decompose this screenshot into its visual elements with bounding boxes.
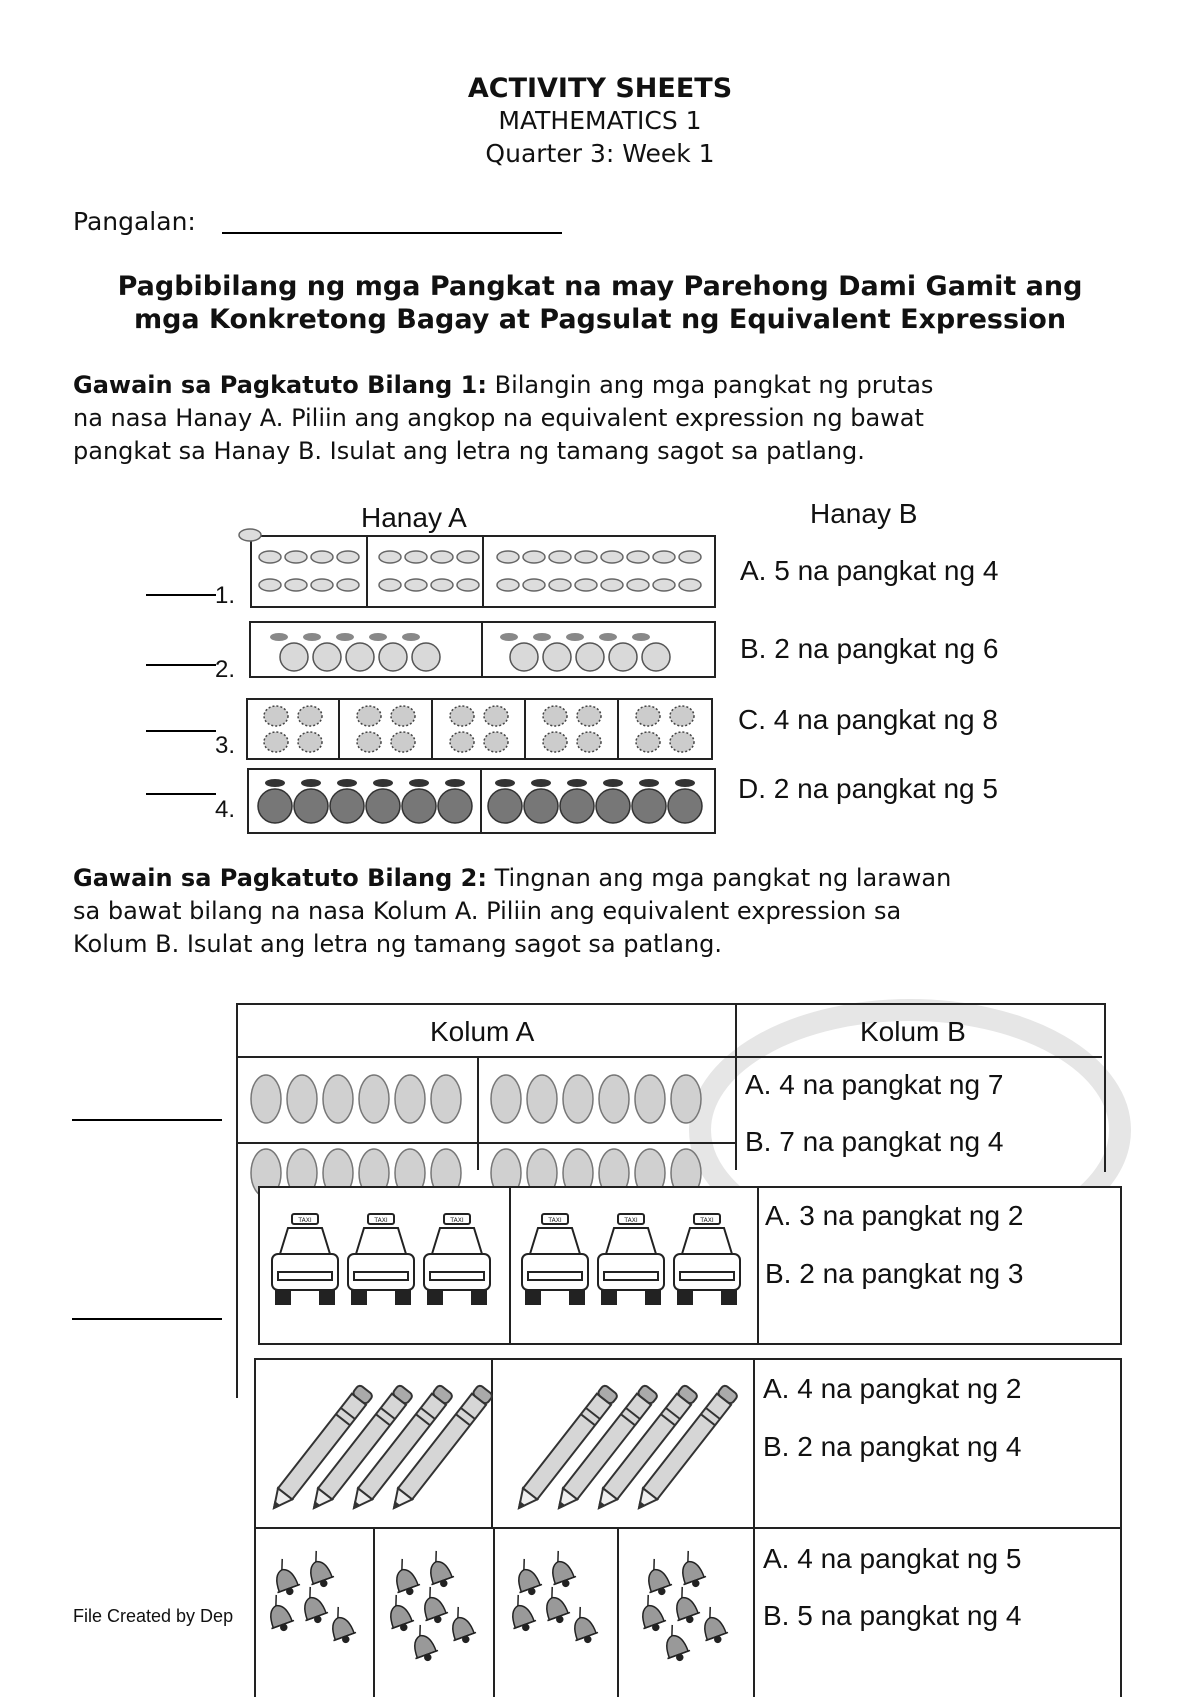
bell-icon bbox=[381, 1592, 416, 1634]
taxi-icon bbox=[522, 1214, 588, 1304]
bell-icon bbox=[667, 1584, 702, 1626]
hanay-b-option-d: D. 2 na pangkat ng 5 bbox=[738, 773, 998, 804]
row3-option-b: B. 2 na pangkat ng 4 bbox=[763, 1431, 1022, 1462]
name-field[interactable] bbox=[222, 232, 562, 234]
taxi-icon bbox=[272, 1214, 338, 1304]
fruit-group-row-3 bbox=[246, 698, 713, 760]
activity2-text3: Kolum B. Isulat ang letra ng tamang sagot sa patlang. bbox=[73, 930, 723, 958]
row4-option-b: B. 5 na pangkat ng 4 bbox=[763, 1600, 1022, 1631]
hanay-b-option-b: B. 2 na pangkat ng 6 bbox=[740, 633, 999, 664]
activity1-instructions bbox=[73, 369, 1163, 468]
hanay-a-header: Hanay A bbox=[361, 502, 467, 533]
kolum-answer-blank-1[interactable] bbox=[72, 1119, 222, 1121]
answer-blank-3[interactable] bbox=[146, 730, 216, 732]
mango-icons bbox=[259, 551, 701, 591]
sheet-title: ACTIVITY SHEETS bbox=[467, 73, 733, 104]
taxi-icon bbox=[348, 1214, 414, 1304]
bell-icon bbox=[261, 1592, 296, 1634]
pencil-icons bbox=[267, 1384, 739, 1513]
subject-title: MATHEMATICS 1 bbox=[498, 106, 702, 135]
fruit-group-row-1 bbox=[250, 535, 716, 608]
kolum-b-header: Kolum B bbox=[860, 1016, 966, 1047]
bell-icon bbox=[633, 1592, 668, 1634]
fruit-group-row-4 bbox=[247, 768, 716, 834]
strawberry-icons bbox=[264, 706, 694, 752]
apple-icons bbox=[280, 643, 670, 671]
apple-leaves bbox=[270, 633, 650, 641]
activity2-text1: Tingnan ang mga pangkat ng larawan bbox=[486, 864, 952, 892]
bell-icon bbox=[443, 1604, 478, 1646]
row3-option-a: A. 4 na pangkat ng 2 bbox=[763, 1373, 1022, 1404]
hanay-b-option-c: C. 4 na pangkat ng 8 bbox=[738, 704, 998, 735]
taxi-icon bbox=[424, 1214, 490, 1304]
egg-icons bbox=[251, 1075, 701, 1197]
bell-icon bbox=[267, 1556, 302, 1598]
bell-icon bbox=[543, 1548, 578, 1590]
svg-text:TAXI: TAXI bbox=[374, 1217, 388, 1224]
item-number-4: 4. bbox=[215, 796, 236, 823]
lesson-title-line1: Pagbibilang ng mga Pangkat na may Parehong Dami Gamit ang bbox=[117, 271, 1083, 302]
bell-icon bbox=[387, 1556, 422, 1598]
activity1-text1: Bilangin ang mga pangkat ng prutas bbox=[486, 371, 934, 399]
bell-icon bbox=[509, 1556, 544, 1598]
quarter-label: Quarter 3: Week 1 bbox=[485, 139, 715, 168]
bell-icon bbox=[301, 1548, 336, 1590]
bell-icon bbox=[421, 1548, 456, 1590]
row2-option-b: B. 2 na pangkat ng 3 bbox=[765, 1258, 1024, 1289]
svg-text:TAXI: TAXI bbox=[624, 1217, 638, 1224]
answer-blank-1[interactable] bbox=[146, 594, 216, 596]
answer-blank-2[interactable] bbox=[146, 664, 216, 666]
bell-icons bbox=[261, 1548, 730, 1664]
bell-icon bbox=[503, 1592, 538, 1634]
taxi-icon bbox=[674, 1214, 740, 1304]
activity2-text2: sa bawat bilang na nasa Kolum A. Piliin ang equivalent expression sa bbox=[73, 897, 902, 925]
activity2-instructions bbox=[73, 862, 1173, 961]
row2-option-a: A. 3 na pangkat ng 2 bbox=[765, 1200, 1024, 1231]
svg-text:TAXI: TAXI bbox=[548, 1217, 562, 1224]
row1-option-a: A. 4 na pangkat ng 7 bbox=[745, 1069, 1004, 1100]
bell-icon bbox=[323, 1604, 358, 1646]
item-number-2: 2. bbox=[215, 656, 236, 683]
lesson-title-line2: mga Konkretong Bagay at Pagsulat ng Equivalent Expression bbox=[133, 304, 1067, 335]
footer-credit: File Created by Dep bbox=[73, 1606, 234, 1626]
hanay-b-header: Hanay B bbox=[810, 498, 918, 529]
bell-icon bbox=[405, 1622, 440, 1664]
activity1-label: Gawain sa Pagkatuto Bilang 1: bbox=[73, 371, 487, 399]
bell-icon bbox=[415, 1584, 450, 1626]
bell-icon bbox=[565, 1604, 600, 1646]
bell-icon bbox=[639, 1556, 674, 1598]
row4-option-a: A. 4 na pangkat ng 5 bbox=[763, 1543, 1022, 1574]
name-label: Pangalan: bbox=[73, 207, 196, 236]
activity1-text3: pangkat sa Hanay B. Isulat ang letra ng tamang sagot sa patlang. bbox=[73, 437, 865, 465]
row1-option-b: B. 7 na pangkat ng 4 bbox=[745, 1126, 1004, 1157]
svg-text:TAXI: TAXI bbox=[298, 1217, 312, 1224]
hanay-b-option-a: A. 5 na pangkat ng 4 bbox=[740, 555, 999, 586]
activity2-label: Gawain sa Pagkatuto Bilang 2: bbox=[73, 864, 487, 892]
activity1-text2: na nasa Hanay A. Piliin ang angkop na equivalent expression ng bawat bbox=[73, 404, 924, 432]
bell-icon bbox=[695, 1604, 730, 1646]
item-number-1: 1. bbox=[215, 582, 236, 609]
svg-text:TAXI: TAXI bbox=[450, 1217, 464, 1224]
item-number-3: 3. bbox=[215, 732, 236, 759]
answer-blank-4[interactable] bbox=[146, 793, 216, 795]
taxi-icons bbox=[272, 1214, 740, 1304]
table-left-border bbox=[236, 1170, 238, 1398]
kolum-a-header: Kolum A bbox=[430, 1016, 535, 1047]
fruit-group-row-2 bbox=[249, 621, 716, 678]
bell-icon bbox=[673, 1548, 708, 1590]
bell-icon bbox=[295, 1584, 330, 1626]
bell-icon bbox=[657, 1622, 692, 1664]
svg-text:TAXI: TAXI bbox=[700, 1217, 714, 1224]
kolum-answer-blank-2[interactable] bbox=[72, 1318, 222, 1320]
taxi-icon bbox=[598, 1214, 664, 1304]
bell-icon bbox=[537, 1584, 572, 1626]
